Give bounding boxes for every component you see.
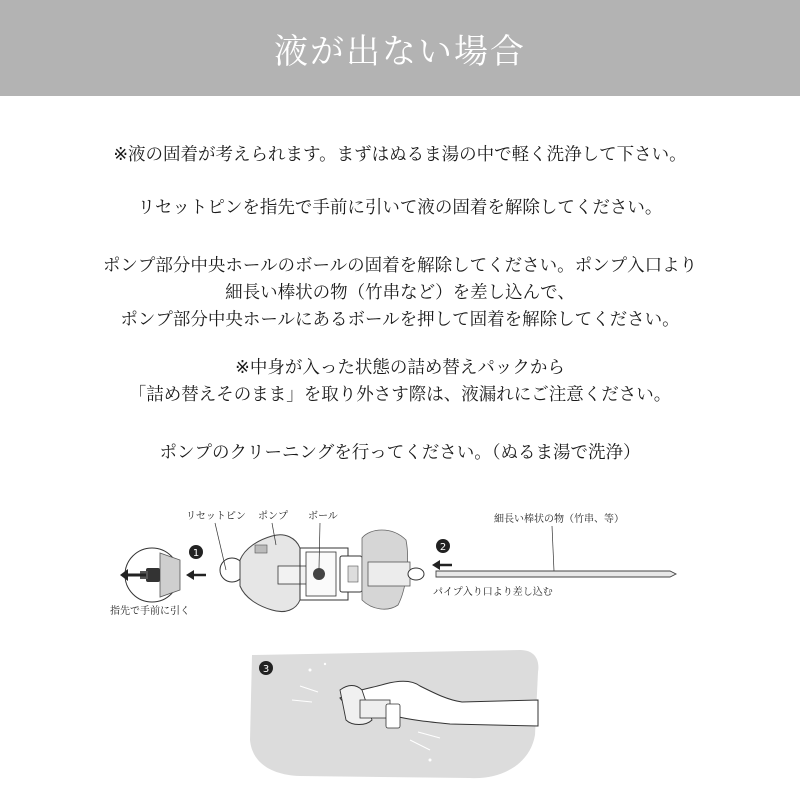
text-line: ポンプ部分中央ホールにあるボールを押して固着を解除してください。 — [120, 310, 680, 330]
insert-arrow-icon — [432, 560, 452, 570]
step-2-number: 2 — [439, 542, 447, 553]
text-line: ポンプ部分中央ホールのボールの固着を解除してください。ポンプ入口より — [102, 256, 698, 276]
text-line: ※液の固着が考えられます。まずはぬるま湯の中で軽く洗浄して下さい。 — [113, 145, 687, 165]
pump-illustration — [220, 530, 424, 612]
text-line: ※中身が入った状態の詰め替えパックから — [235, 358, 565, 378]
washing-illustration — [250, 650, 538, 778]
label-reset-pin: リセットピン — [186, 511, 246, 522]
finger-pull-illustration — [120, 548, 180, 602]
step-3-number: 3 — [262, 664, 270, 675]
caption-pull: 指先で手前に引く — [110, 606, 190, 617]
step-1-number: 1 — [192, 548, 200, 559]
text-line: リセットピンを指先で手前に引いて液の固着を解除してください。 — [137, 198, 663, 218]
step-2-badge — [436, 539, 450, 553]
rod-illustration — [436, 571, 676, 577]
page-title: 液が出ない場合 — [274, 31, 526, 72]
text-line: 「詰め替えそのまま」を取り外さす際は、液漏れにご注意ください。 — [128, 385, 672, 405]
step-3-badge — [259, 661, 273, 675]
text-line: ポンプのクリーニングを行ってください。（ぬるま湯で洗浄） — [159, 443, 641, 463]
label-rod: 細長い棒状の物（竹串、等） — [494, 514, 624, 525]
label-pump: ポンプ — [258, 511, 288, 522]
caption-insert: パイプ入り口より差し込む — [433, 587, 553, 598]
label-ball: ボール — [308, 511, 338, 522]
step-1-badge — [189, 545, 203, 559]
text-line: 細長い棒状の物（竹串など）を差し込んで、 — [225, 283, 575, 303]
pull-arrow-icon — [186, 570, 206, 580]
